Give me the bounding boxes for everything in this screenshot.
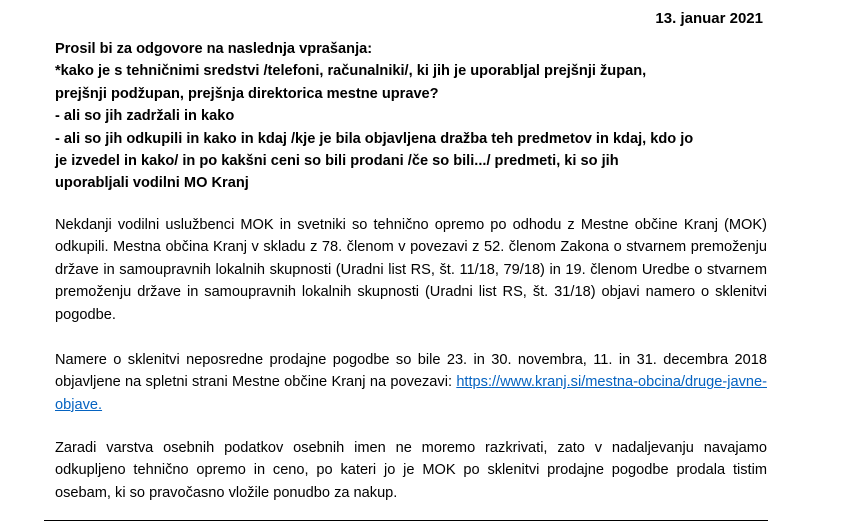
- question-line: - ali so jih odkupili in kako in kdaj /kje je bila objavljena dražba teh predmetov in kdaj, kdo jo: [55, 130, 694, 147]
- druge-javne-objave-link[interactable]: https://www.kranj.si/mestna-obcina/druge-javne-objave.: [55, 374, 767, 413]
- answer-paragraph-2-text: Namere o sklenitvi neposredne prodajne pogodbe so bile 23. in 30. novembra, 11. in 31. decembra 2018 objavljene na spletni strani Mestne občine Kranj na povezavi:: [55, 352, 767, 391]
- question-line: je izvedel in kako/ in po kakšni ceni so bili prodani /če so bili.../ predmeti, ki so jih: [55, 153, 619, 170]
- question-line: Prosil bi za odgovore na naslednja vprašanja:: [55, 41, 373, 57]
- answer-paragraph-1: Nekdanji vodilni uslužbenci MOK in svetniki so tehnično opremo po odhodu z Mestne občine Kranj (MOK) odkupili. Mestna občina Kranj v skladu z 78. členom v povezavi z 52. členom Zakona o stvarnem premoženju države in samoupravnih lokalnih skupnosti (Uradni list RS, št. 11/18, 79/18) in 19. členom Uredbe o stvarnem premoženju države in samoupravnih lokalnih skupnosti (Uradni list RS, št. 31/18) objavi namero o sklenitvi pogodbe.: [55, 217, 767, 323]
- question-line: prejšnji podžupan, prejšnja direktorica mestne uprave?: [55, 85, 439, 102]
- question-line: *kako je s tehničnimi sredstvi /telefoni, računalniki/, ki jih je uporabljal prejšnji župan,: [55, 63, 647, 80]
- bottom-divider: [44, 520, 768, 521]
- question-block: [55, 38, 775, 195]
- question-line: - ali so jih zadržali in kako: [55, 108, 235, 125]
- answer-paragraph-2: [55, 349, 767, 416]
- document-date: 13. januar 2021: [655, 10, 763, 27]
- answer-paragraph-3: Zaradi varstva osebnih podatkov osebnih imen ne moremo razkrivati, zato v nadaljevanju navajamo odkupljeno tehnično opremo in ceno, po kateri jo je MOK po sklenitvi prodajne pogodbe prodala tistim osebam, ki so pravočasno vložile ponudbo za nakup.: [55, 440, 767, 501]
- question-line: uporabljali vodilni MO Kranj: [55, 175, 249, 192]
